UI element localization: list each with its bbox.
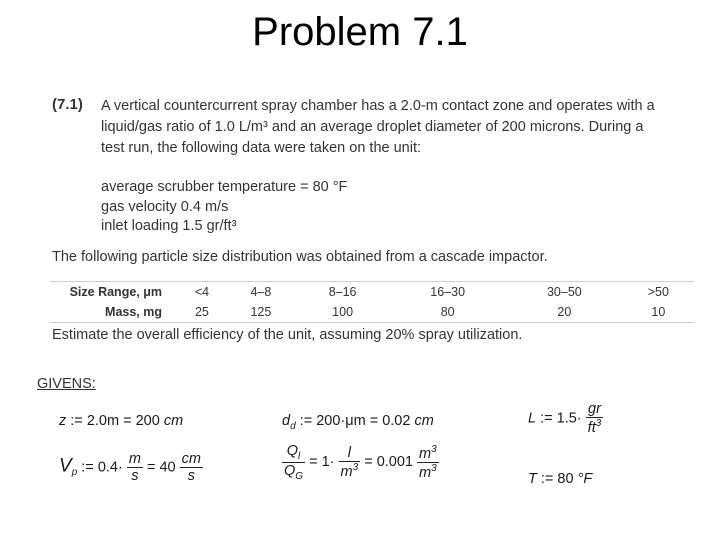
condition-inlet-loading: inlet loading 1.5 gr/ft³ [101,218,237,234]
QLQG-value: 1· [321,454,335,471]
QLQG-unit2-den [417,462,439,481]
var-V-sub: p [71,467,78,479]
QLQG-unit2-num [417,444,439,462]
QL [282,443,305,462]
slide-title: Problem 7.1 [252,10,468,54]
given-z [59,413,183,429]
table-cell: 16–30 [389,282,506,303]
Vp-unit2-fraction [180,451,203,484]
dd-unit: cm [414,413,434,429]
mass-header: Mass, mg [50,302,178,323]
QLQG-unit1-fraction [339,445,361,480]
table-cell: 80 [389,302,506,323]
QLQG-unit2-num-exp: 3 [431,444,437,456]
var-V: V [59,455,72,477]
size-header: Size Range, μm [50,282,178,303]
problem-statement [101,96,701,159]
condition-temperature: average scrubber temperature = 80 °F [101,179,348,195]
problem-number: (7.1) [52,96,83,113]
QLQG-unit1-den [339,461,361,480]
QLQG-unit1-den-exp: 3 [352,461,359,473]
dd-value: 200·μm [316,413,366,429]
z-value: 2.0m [86,413,120,429]
QLQG-unit1-den-base: m [340,463,353,480]
given-droplet-diameter [282,413,434,432]
dd-result: 0.02 [382,413,411,429]
task-statement: Estimate the overall efficiency of the unit, assuming 20% spray utilization. [52,327,523,343]
statement-line: A vertical countercurrent spray chamber has a 2.0-m contact zone and operates with a [101,98,655,114]
assign-op: := [299,413,313,429]
givens-heading: GIVENS: [37,376,96,392]
table-cell: 4–8 [226,282,296,303]
size-distribution-table [50,281,694,323]
statement-line: test run, the following data were taken on the unit: [101,140,422,156]
Vp-unit1-num: m [128,451,141,467]
table-cell: 10 [623,302,694,323]
QL-base: Q [286,443,299,459]
QL-QG-fraction [282,443,305,482]
table-row-mass [50,302,694,323]
given-inlet-loading [528,401,603,436]
L-unit-fraction [586,401,604,436]
var-z: z [59,413,67,429]
Vp-unit1-den: s [127,467,143,484]
assign-op: = [309,454,318,471]
L-unit-den-base: ft [587,419,596,436]
conditions-list [101,178,347,237]
Vp-unit2-num: cm [181,451,201,467]
table-row-size [50,282,694,303]
T-value: 80 [557,471,574,487]
table-cell: <4 [178,282,226,303]
T-unit: °F [577,471,593,487]
QL-sub: l [298,450,301,462]
given-liquid-gas-ratio [282,443,439,482]
distribution-intro: The following particle size distribution was obtained from a cascade impactor. [52,249,548,265]
assign-op: := [81,459,94,476]
assign-op: := [540,410,553,427]
table-cell: 8–16 [296,282,389,303]
Vp-result: 40 [159,459,176,476]
Vp-unit2-den: s [180,467,203,484]
equals-op: = [364,454,373,471]
QG-base: Q [284,462,296,479]
QG-sub: G [295,470,304,482]
condition-gas-velocity: gas velocity 0.4 m/s [101,198,229,215]
var-d-sub: d [290,420,296,432]
L-unit-num: gr [588,401,601,417]
z-unit: cm [163,413,184,429]
Vp-unit1-fraction [127,451,143,484]
QLQG-unit1-num: l [347,444,351,461]
given-temperature [528,471,592,487]
statement-line: liquid/gas ratio of 1.0 L/m³ and an average droplet diameter of 200 microns. During a [101,119,644,135]
table-cell: >50 [623,282,694,303]
table-cell: 20 [506,302,623,323]
QLQG-unit2-num-base: m [419,445,432,462]
QLQG-unit2-den-base: m [419,464,432,481]
QLQG-unit2-fraction [417,444,439,481]
Vp-value: 0.4· [97,459,123,476]
QG [282,462,305,482]
assign-op: := [540,471,554,487]
z-result: 200 [135,413,160,429]
table-cell: 125 [226,302,296,323]
L-unit-den [586,417,604,436]
var-L: L [528,410,537,427]
assign-op: := [70,413,83,429]
QLQG-result: 0.001 [376,454,414,471]
equals-op: = [123,413,132,429]
var-T: T [528,471,537,487]
table-cell: 100 [296,302,389,323]
L-unit-den-exp: 3 [595,418,602,429]
table-cell: 25 [178,302,226,323]
var-d: d [282,413,291,429]
equals-op: = [369,413,379,429]
L-value: 1.5· [556,410,582,427]
given-gas-velocity [59,451,203,484]
table-cell: 30–50 [506,282,623,303]
QLQG-unit2-den-exp: 3 [431,462,437,474]
equals-op: = [146,459,156,476]
